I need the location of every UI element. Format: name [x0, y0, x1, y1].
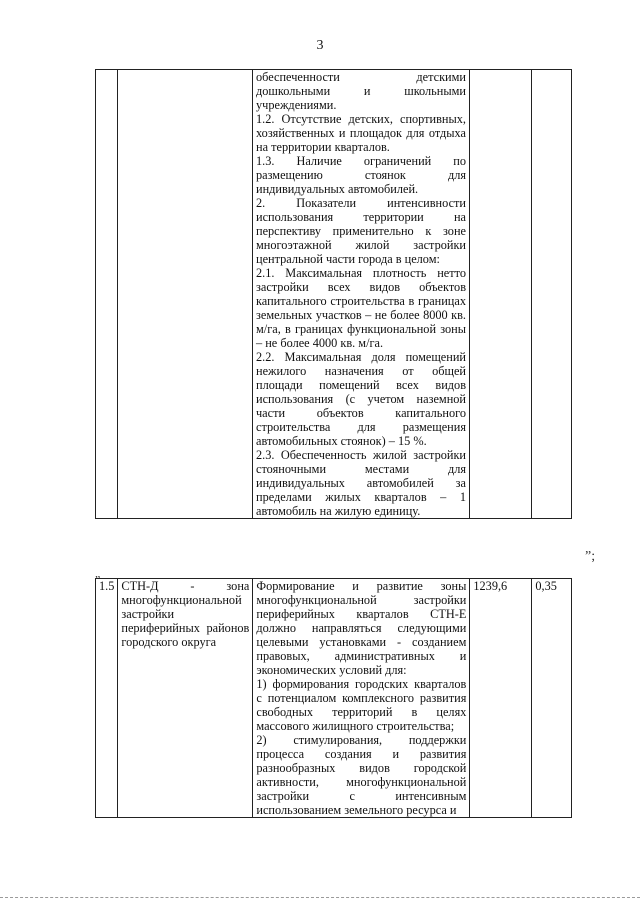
row-number-cell: [96, 70, 118, 519]
paragraph-text: 2.1. Максимальная плотность нетто застройки всех видов объектов капитального строительства в границах земельных участков – не более 8000 кв. м/га, в границах функциональной зоны – не более 4000 кв. м/га.: [256, 266, 466, 350]
ratio-cell: [532, 70, 572, 519]
paragraph-text: 1.2. Отсутствие детских, спортивных, хозяйственных и площадок для отдыха на территории кварталов.: [256, 112, 466, 154]
paragraph-text: 1) формирования городских кварталов с потенциалом комплексного развития свободных территорий в целях массового жилищного строительства;: [256, 677, 467, 733]
paragraph-text: 2. Показатели интенсивности использования территории на перспективу применительно к зоне многоэтажной жилой застройки центральной части города в целом:: [256, 196, 466, 266]
paragraph-text: 2.2. Максимальная доля помещений нежилого назначения от общей площади помещений всех видов использования (с учетом наземной части объектов капитального строительства для размещения автомобильных стоянок) – 15 %.: [256, 350, 466, 448]
paragraph-text: обеспеченности детскими дошкольными и школьными учреждениями.: [256, 70, 466, 112]
description-cell: [253, 579, 470, 818]
ratio-cell: 0,35: [532, 579, 572, 818]
paragraph-text: 2.3. Обеспеченность жилой застройки стояночными местами для индивидуальных автомобилей за пределами жилых кварталов – 1 автомобиль на жилую единицу.: [256, 448, 466, 518]
table-row: [96, 70, 572, 519]
row-number-cell: 1.5: [96, 579, 118, 818]
regulations-table: [95, 578, 572, 818]
area-cell: [470, 70, 532, 519]
page-number: 3: [316, 38, 324, 53]
zone-cell: [118, 70, 253, 519]
description-cell: [253, 70, 470, 519]
closing-quote-mark: ”;: [585, 549, 596, 564]
table-row: [96, 579, 572, 818]
paragraph-text: 2) стимулирования, поддержки процесса создания и развития разнообразных видов городской активности, многофункциональной застройки с интенсивным использованием земельного ресурса и: [256, 733, 467, 817]
paragraph-text: 1.3. Наличие ограничений по размещению стоянок для индивидуальных автомобилей.: [256, 154, 466, 196]
scan-edge-line: [0, 897, 640, 898]
zone-cell: СТН-Д - зона многофункциональной застройки периферийных районов городского округа: [118, 579, 253, 818]
regulations-table-continued: [95, 69, 572, 519]
opening-quote-mark: „: [95, 566, 101, 580]
area-cell: 1239,6: [470, 579, 532, 818]
paragraph-text: Формирование и развитие зоны многофункциональной застройки периферийных кварталов СТН-Е должно направляться следующими целевыми установками - созданием правовых, административных и экономических условий для:: [256, 579, 467, 677]
